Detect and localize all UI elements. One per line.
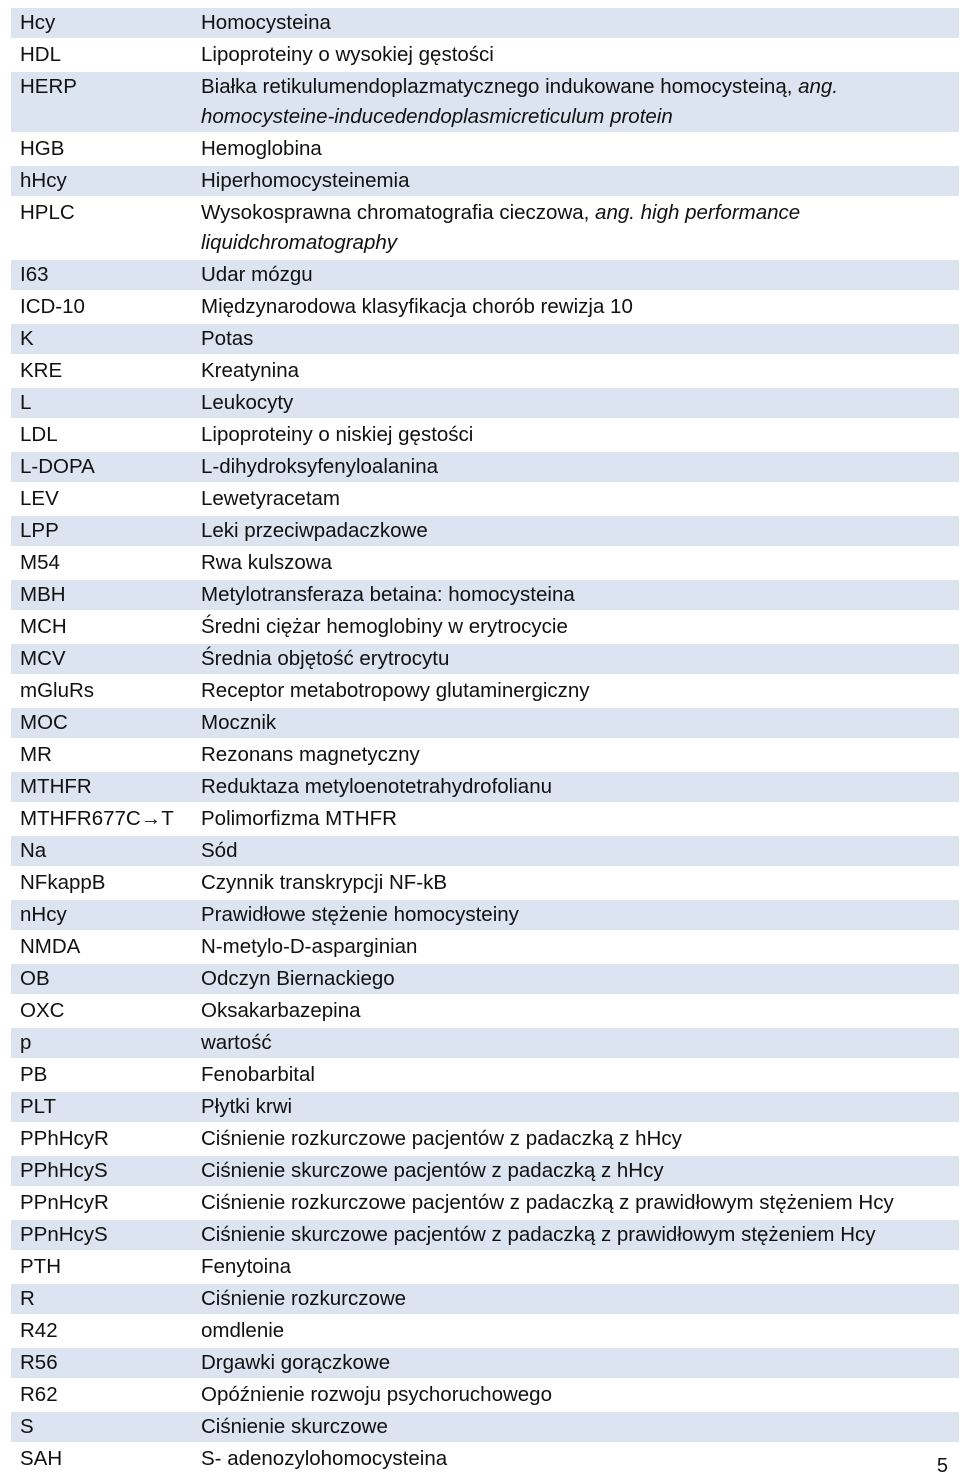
definition-cell xyxy=(201,1444,959,1474)
definition-text: Udar mózgu xyxy=(201,263,313,286)
table-row xyxy=(11,740,959,770)
table-row xyxy=(11,1220,959,1250)
table-row xyxy=(11,708,959,738)
definition-cell xyxy=(201,1060,959,1090)
table-row xyxy=(11,580,959,610)
definition-text: N-metylo-D-asparginian xyxy=(201,935,418,958)
abbreviation-cell: LEV xyxy=(11,484,201,514)
definition-cell xyxy=(201,8,959,38)
table-row xyxy=(11,420,959,450)
definition-text: Średni ciężar hemoglobiny w erytrocycie xyxy=(201,615,568,638)
abbreviation-cell: PPhHcyS xyxy=(11,1156,201,1186)
abbreviation-cell: Na xyxy=(11,836,201,866)
definition-cell xyxy=(201,452,959,482)
table-row xyxy=(11,1412,959,1442)
table-row xyxy=(11,356,959,386)
definition-text: Lewetyracetam xyxy=(201,487,341,510)
abbreviation-cell: NMDA xyxy=(11,932,201,962)
definition-text: Fenytoina xyxy=(201,1255,292,1278)
table-row xyxy=(11,388,959,418)
definition-text: Średnia objętość erytrocytu xyxy=(201,647,450,670)
table-row xyxy=(11,836,959,866)
abbreviation-cell: SAH xyxy=(11,1444,201,1474)
abbreviation-cell: PB xyxy=(11,1060,201,1090)
definition-cell xyxy=(201,420,959,450)
abbreviation-cell: PTH xyxy=(11,1252,201,1282)
table-row xyxy=(11,516,959,546)
table-row xyxy=(11,1092,959,1122)
table-row xyxy=(11,40,959,70)
definition-cell xyxy=(201,548,959,578)
table-row xyxy=(11,1156,959,1186)
definition-text: Rwa kulszowa xyxy=(201,551,333,574)
table-row xyxy=(11,868,959,898)
definition-cell xyxy=(201,708,959,738)
definition-cell xyxy=(201,740,959,770)
definition-text: Kreatynina xyxy=(201,359,300,382)
definition-text: Receptor metabotropowy glutaminergiczny xyxy=(201,679,590,702)
definition-cell xyxy=(201,644,959,674)
definition-cell xyxy=(201,1124,959,1154)
definition-cell xyxy=(201,198,959,258)
definition-text: Lipoproteiny o niskiej gęstości xyxy=(201,423,474,446)
abbreviation-cell: HGB xyxy=(11,134,201,164)
definition-cell xyxy=(201,772,959,802)
definition-cell xyxy=(201,900,959,930)
table-row xyxy=(11,1316,959,1346)
definition-cell xyxy=(201,932,959,962)
table-row xyxy=(11,1444,959,1474)
table-row xyxy=(11,676,959,706)
abbreviation-cell: HDL xyxy=(11,40,201,70)
abbreviation-cell: HERP xyxy=(11,72,201,132)
definition-cell xyxy=(201,964,959,994)
table-row xyxy=(11,166,959,196)
definition-cell xyxy=(201,134,959,164)
table-row xyxy=(11,612,959,642)
abbreviation-cell: PPhHcyR xyxy=(11,1124,201,1154)
definition-cell xyxy=(201,516,959,546)
table-row xyxy=(11,1284,959,1314)
table-row xyxy=(11,198,959,258)
definition-text: S- adenozylohomocysteina xyxy=(201,1447,448,1470)
definition-text: Reduktaza metyloenotetrahydrofolianu xyxy=(201,775,552,798)
definition-text: Płytki krwi xyxy=(201,1095,293,1118)
definition-cell xyxy=(201,868,959,898)
abbreviation-cell: MCV xyxy=(11,644,201,674)
definition-text: wartość xyxy=(201,1031,272,1054)
abbreviation-cell: R56 xyxy=(11,1348,201,1378)
definition-text: Oksakarbazepina xyxy=(201,999,361,1022)
definition-cell xyxy=(201,166,959,196)
table-row xyxy=(11,1124,959,1154)
definition-cell xyxy=(201,996,959,1026)
abbreviations-table-body xyxy=(11,8,959,1474)
abbreviation-cell: OB xyxy=(11,964,201,994)
table-row xyxy=(11,1188,959,1218)
definition-text: Ciśnienie skurczowe xyxy=(201,1415,388,1438)
definition-cell xyxy=(201,1316,959,1346)
abbreviation-cell: L xyxy=(11,388,201,418)
abbreviation-cell: MCH xyxy=(11,612,201,642)
definition-cell xyxy=(201,1284,959,1314)
definition-cell xyxy=(201,1092,959,1122)
definition-text: Odczyn Biernackiego xyxy=(201,967,395,990)
page-number: 5 xyxy=(936,1455,948,1477)
abbreviation-cell: K xyxy=(11,324,201,354)
definition-cell xyxy=(201,356,959,386)
table-row xyxy=(11,1380,959,1410)
table-row xyxy=(11,134,959,164)
table-row xyxy=(11,1028,959,1058)
definition-cell xyxy=(201,1412,959,1442)
definition-text: Ciśnienie skurczowe pacjentów z padaczką z prawidłowym stężeniem Hcy xyxy=(201,1223,876,1246)
abbreviation-cell: mGluRs xyxy=(11,676,201,706)
definition-text: Potas xyxy=(201,327,254,350)
table-row xyxy=(11,964,959,994)
abbreviation-cell: I63 xyxy=(11,260,201,290)
definition-english-text: ang. homocysteine-inducedendoplasmicreticulum protein xyxy=(201,75,839,128)
abbreviation-cell: p xyxy=(11,1028,201,1058)
definition-text: Leki przeciwpadaczkowe xyxy=(201,519,428,542)
table-row xyxy=(11,72,959,132)
definition-cell xyxy=(201,1156,959,1186)
table-row xyxy=(11,452,959,482)
definition-text: Hemoglobina xyxy=(201,137,322,160)
abbreviation-cell: Hcy xyxy=(11,8,201,38)
table-row xyxy=(11,292,959,322)
table-row xyxy=(11,548,959,578)
definition-cell xyxy=(201,1188,959,1218)
table-row xyxy=(11,1252,959,1282)
definition-cell xyxy=(201,324,959,354)
definition-text: Sód xyxy=(201,839,238,862)
abbreviation-cell: R xyxy=(11,1284,201,1314)
definition-cell xyxy=(201,1220,959,1250)
definition-cell xyxy=(201,388,959,418)
abbreviation-cell: MTHFR xyxy=(11,772,201,802)
definition-cell xyxy=(201,72,959,132)
abbreviation-cell: NFkappB xyxy=(11,868,201,898)
abbreviation-cell: nHcy xyxy=(11,900,201,930)
definition-text: Ciśnienie rozkurczowe pacjentów z padaczką z prawidłowym stężeniem Hcy xyxy=(201,1191,894,1214)
abbreviation-cell: MTHFR677C→T xyxy=(11,804,201,834)
definition-text: Czynnik transkrypcji NF-kB xyxy=(201,871,448,894)
definition-text: Mocznik xyxy=(201,711,277,734)
abbreviation-cell: KRE xyxy=(11,356,201,386)
table-row xyxy=(11,804,959,834)
abbreviations-table xyxy=(11,6,959,1476)
table-row xyxy=(11,644,959,674)
abbreviation-cell: M54 xyxy=(11,548,201,578)
definition-text: Drgawki gorączkowe xyxy=(201,1351,391,1374)
definition-cell xyxy=(201,676,959,706)
definition-text: Metylotransferaza betaina: homocysteina xyxy=(201,583,575,606)
definition-text: Wysokosprawna chromatografia cieczowa, xyxy=(201,201,590,224)
definition-text: Ciśnienie rozkurczowe pacjentów z padaczką z hHcy xyxy=(201,1127,682,1150)
table-row xyxy=(11,932,959,962)
definition-text: omdlenie xyxy=(201,1319,285,1342)
definition-cell xyxy=(201,804,959,834)
abbreviation-cell: PLT xyxy=(11,1092,201,1122)
definition-text: Prawidłowe stężenie homocysteiny xyxy=(201,903,519,926)
definition-text: Lipoproteiny o wysokiej gęstości xyxy=(201,43,494,66)
abbreviation-cell: PPnHcyS xyxy=(11,1220,201,1250)
table-row xyxy=(11,484,959,514)
definition-text: Rezonans magnetyczny xyxy=(201,743,420,766)
table-row xyxy=(11,8,959,38)
abbreviation-cell: MR xyxy=(11,740,201,770)
table-row xyxy=(11,324,959,354)
table-row xyxy=(11,260,959,290)
definition-cell xyxy=(201,580,959,610)
abbreviation-cell: OXC xyxy=(11,996,201,1026)
definition-text: Międzynarodowa klasyfikacja chorób rewizja 10 xyxy=(201,295,633,318)
abbreviation-cell: ICD-10 xyxy=(11,292,201,322)
definition-text: Opóźnienie rozwoju psychoruchowego xyxy=(201,1383,552,1406)
definition-cell xyxy=(201,484,959,514)
definition-text: Białka retikulumendoplazmatycznego indukowane homocysteiną, xyxy=(201,75,793,98)
table-row xyxy=(11,996,959,1026)
abbreviation-cell: LPP xyxy=(11,516,201,546)
abbreviation-cell: S xyxy=(11,1412,201,1442)
definition-cell xyxy=(201,1348,959,1378)
table-row xyxy=(11,772,959,802)
abbreviation-cell: L-DOPA xyxy=(11,452,201,482)
definition-cell xyxy=(201,1028,959,1058)
definition-cell xyxy=(201,1380,959,1410)
definition-cell xyxy=(201,292,959,322)
definition-text: Ciśnienie skurczowe pacjentów z padaczką z hHcy xyxy=(201,1159,664,1182)
definition-cell xyxy=(201,612,959,642)
definition-cell xyxy=(201,1252,959,1282)
abbreviation-cell: MOC xyxy=(11,708,201,738)
definition-text: Ciśnienie rozkurczowe xyxy=(201,1287,407,1310)
abbreviation-cell: LDL xyxy=(11,420,201,450)
definition-text: Fenobarbital xyxy=(201,1063,315,1086)
abbreviation-cell: R62 xyxy=(11,1380,201,1410)
definition-text: Hiperhomocysteinemia xyxy=(201,169,410,192)
abbreviation-cell: HPLC xyxy=(11,198,201,258)
abbreviation-cell: hHcy xyxy=(11,166,201,196)
definition-text: L-dihydroksyfenyloalanina xyxy=(201,455,439,478)
table-row xyxy=(11,1060,959,1090)
definition-cell xyxy=(201,40,959,70)
definition-text: Leukocyty xyxy=(201,391,294,414)
abbreviation-cell: R42 xyxy=(11,1316,201,1346)
table-row xyxy=(11,900,959,930)
definition-cell xyxy=(201,836,959,866)
abbreviation-cell: MBH xyxy=(11,580,201,610)
definition-cell xyxy=(201,260,959,290)
abbreviation-cell: PPnHcyR xyxy=(11,1188,201,1218)
definition-english-text: ang. high performance liquidchromatography xyxy=(201,201,801,254)
definition-text: Homocysteina xyxy=(201,11,331,34)
table-row xyxy=(11,1348,959,1378)
definition-text: Polimorfizma MTHFR xyxy=(201,807,397,830)
